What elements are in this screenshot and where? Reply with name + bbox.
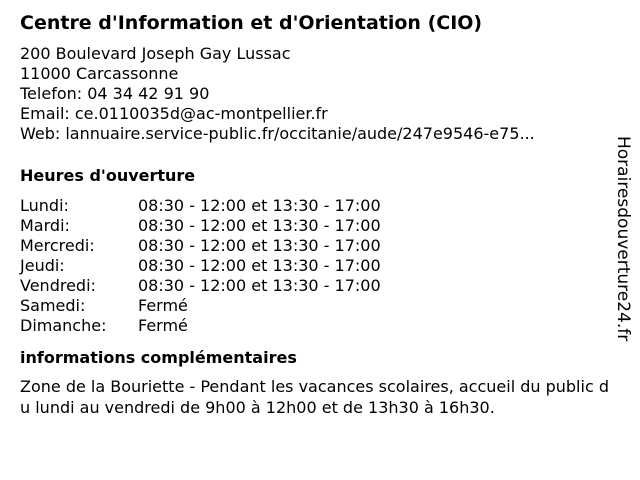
hours-row-dimanche (20, 316, 381, 336)
opening-hours-heading: Heures d'ouverture (20, 166, 196, 185)
hours-day: Mardi: (20, 216, 70, 235)
opening-hours-table (20, 196, 381, 336)
hours-day: Lundi: (20, 196, 69, 215)
hours-day: Jeudi: (20, 256, 65, 275)
hours-day: Vendredi: (20, 276, 96, 295)
additional-info-section (20, 348, 610, 418)
page-title: Centre d'Information et d'Orientation (CIO) (20, 12, 483, 34)
hours-row-lundi (20, 196, 381, 216)
additional-info-heading: informations complémentaires (20, 348, 297, 367)
hours-row-mercredi (20, 236, 381, 256)
hours-time: Fermé (138, 296, 188, 315)
additional-info-text: Zone de la Bouriette - Pendant les vacances scolaires, accueil du public du lundi au vendredi de 9h00 à 12h00 et de 13h30 à 16h30. (20, 377, 609, 417)
hours-row-mardi (20, 216, 381, 236)
address-city: 11000 Carcassonne (20, 64, 179, 83)
hours-row-samedi (20, 296, 381, 316)
address-phone: Telefon: 04 34 42 91 90 (20, 84, 210, 103)
hours-time: 08:30 - 12:00 et 13:30 - 17:00 (138, 256, 381, 275)
address-email: Email: ce.0110035d@ac-montpellier.fr (20, 104, 328, 123)
address-block (20, 44, 610, 144)
hours-row-jeudi (20, 256, 381, 276)
hours-day: Samedi: (20, 296, 86, 315)
hours-time: 08:30 - 12:00 et 13:30 - 17:00 (138, 236, 381, 255)
cio-info-page (20, 10, 610, 418)
hours-day: Dimanche: (20, 316, 107, 335)
hours-time: 08:30 - 12:00 et 13:30 - 17:00 (138, 276, 381, 295)
address-street: 200 Boulevard Joseph Gay Lussac (20, 44, 291, 63)
hours-day: Mercredi: (20, 236, 95, 255)
hours-time: 08:30 - 12:00 et 13:30 - 17:00 (138, 196, 381, 215)
opening-hours-section (20, 166, 610, 336)
hours-row-vendredi (20, 276, 381, 296)
address-web: Web: lannuaire.service-public.fr/occitanie/aude/247e9546-e75... (20, 124, 535, 143)
site-watermark: Horairesdouverture24.fr (613, 136, 633, 342)
hours-time: Fermé (138, 316, 188, 335)
hours-time: 08:30 - 12:00 et 13:30 - 17:00 (138, 216, 381, 235)
